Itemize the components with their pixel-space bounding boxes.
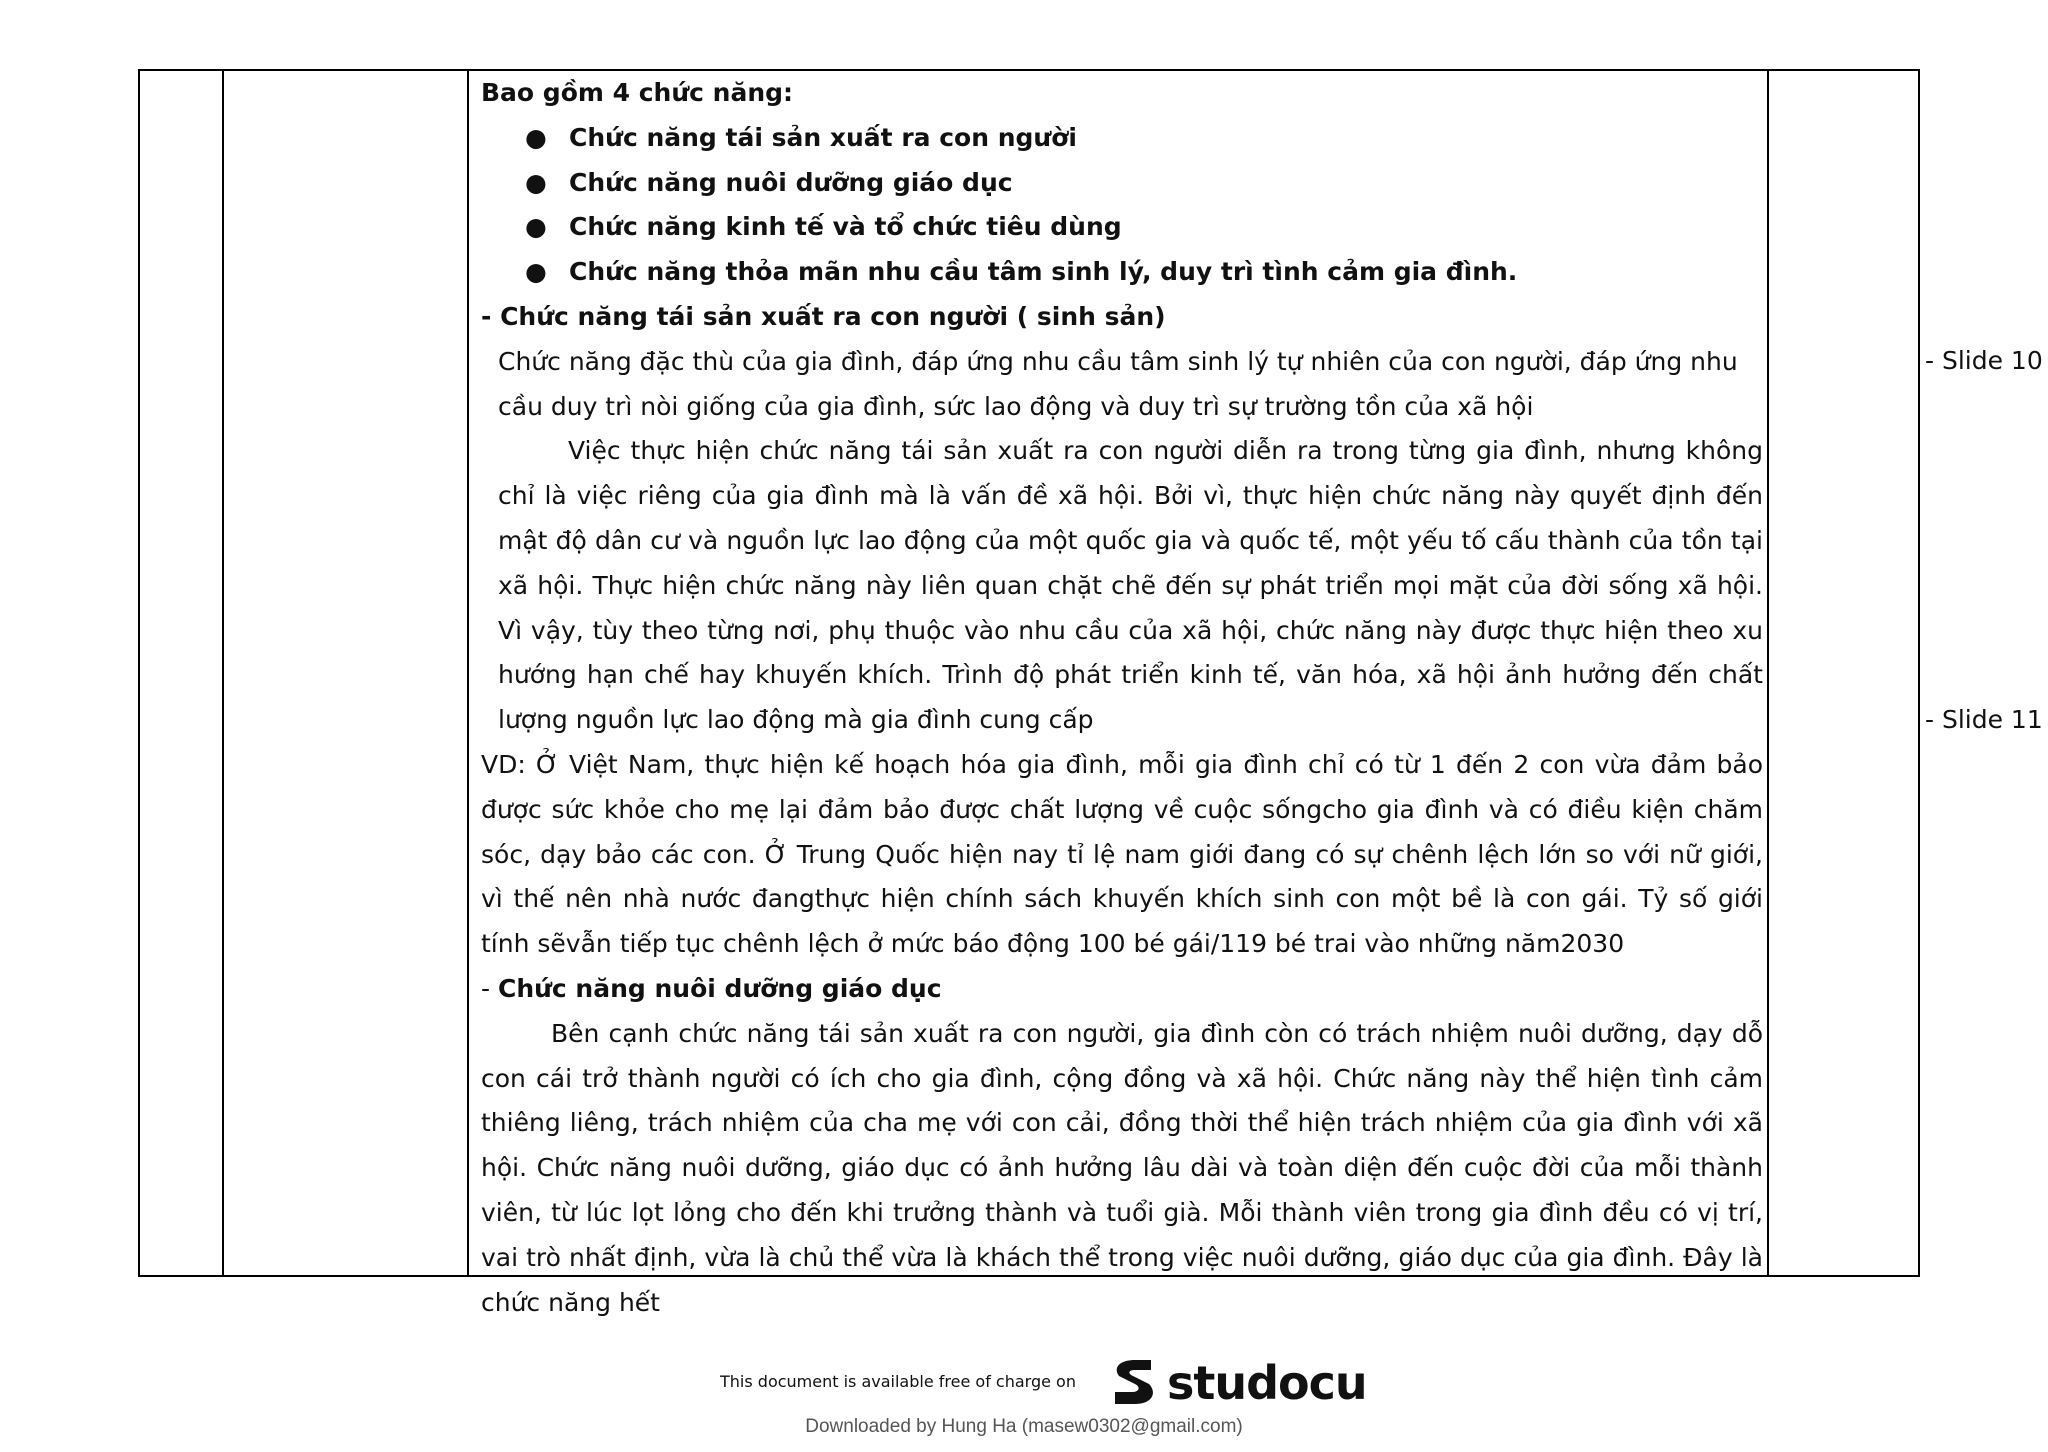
list-item: ● Chức năng nuôi dưỡng giáo dục bbox=[481, 161, 1763, 206]
list-item: ● Chức năng kinh tế và tổ chức tiêu dùng bbox=[481, 205, 1763, 250]
bullet-icon: ● bbox=[525, 212, 547, 242]
example-paragraph: VD: Ở Việt Nam, thực hiện kế hoạch hóa gia đình, mỗi gia đình chỉ có từ 1 đến 2 con vừa đảm bảo được sức khỏe cho mẹ lại đảm bảo được chất lượng về cuộc sốngcho gia đình và có điều kiện chăm sóc, dạy bảo các con. Ở Trung Quốc hiện nay tỉ lệ nam giới đang có sự chênh lệch lớn so với nữ giới, vì thế nên nhà nước đangthực hiện chính sách khuyến khích sinh con một bề là con gái. Tỷ số giới tính sẽvẫn tiếp tục chênh lệch ở mức báo động 100 bé gái/119 bé trai vào những năm2030 bbox=[481, 749, 1763, 959]
brand-name: studocu bbox=[1167, 1356, 1367, 1410]
bullet-icon: ● bbox=[525, 122, 547, 152]
document-table bbox=[138, 69, 2043, 1317]
studocu-logo[interactable] bbox=[1105, 1352, 1367, 1414]
slide-reference: - Slide 10 bbox=[1925, 346, 2043, 375]
downloaded-by-text: Downloaded by Hung Ha (masew0302@gmail.com) bbox=[805, 1416, 1243, 1437]
footer bbox=[0, 1352, 2048, 1452]
function-list bbox=[481, 116, 1763, 295]
bullet-icon: ● bbox=[525, 167, 547, 197]
bullet-icon: ● bbox=[525, 257, 547, 287]
studocu-icon bbox=[1105, 1354, 1163, 1412]
intro-text: Bao gồm 4 chức năng: bbox=[481, 78, 794, 107]
content-cell bbox=[481, 71, 1763, 1325]
list-item: ● Chức năng thỏa mãn nhu cầu tâm sinh lý, duy trì tình cảm gia đình. bbox=[481, 250, 1763, 295]
paragraph: Việc thực hiện chức năng tái sản xuất ra con người diễn ra trong từng gia đình, nhưng không chỉ là việc riêng của gia đình mà là vấn đề xã hội. Bởi vì, thực hiện chức năng này quyết định đến mật độ dân cư và nguồn lực lao động của một quốc gia và quốc tế, một yếu tố cấu thành của tồn tại xã hội. Thực hiện chức năng này liên quan chặt chẽ đến sự phát triển mọi mặt của đời sống xã hội. Vì vậy, tùy theo từng nơi, phụ thuộc vào nhu cầu của xã hội, chức năng này được thực hiện theo xu hướng hạn chế hay khuyến khích. Trình độ phát triển kinh tế, văn hóa, xã hội ảnh hưởng đến chất lượng nguồn lực lao động mà gia đình cung cấp bbox=[498, 436, 1763, 735]
paragraph: Chức năng đặc thù của gia đình, đáp ứng nhu cầu tâm sinh lý tự nhiên của con người, đáp ứng nhu cầu duy trì nòi giống của gia đình, sức lao động và duy trì sự trường tồn của xã hội bbox=[498, 346, 1738, 421]
slide-reference: - Slide 11 bbox=[1925, 705, 2043, 734]
column-divider bbox=[222, 71, 224, 1275]
section-heading: - Chức năng nuôi dưỡng giáo dục bbox=[481, 973, 942, 1003]
column-divider bbox=[1767, 71, 1769, 1275]
paragraph: Bên cạnh chức năng tái sản xuất ra con người, gia đình còn có trách nhiệm nuôi dưỡng, dạy dỗ con cái trở thành người có ích cho gia đình, cộng đồng và xã hội. Chức năng này thể hiện tình cảm thiêng liêng, trách nhiệm của cha mẹ với con cải, đồng thời thể hiện trách nhiệm của gia đình với xã hội. Chức năng nuôi dưỡng, giáo dục có ảnh hưởng lâu dài và toàn diện đến cuộc đời của mỗi thành viên, từ lúc lọt lỏng cho đến khi trưởng thành và tuổi già. Mỗi thành viên trong gia đình đều có vị trí, vai trò nhất định, vừa là chủ thể vừa là khách thể trong việc nuôi dưỡng, giáo dục của gia đình. Đây là chức năng hết bbox=[481, 1018, 1763, 1317]
section-heading: - Chức năng tái sản xuất ra con người ( sinh sản) bbox=[481, 301, 1166, 331]
column-divider bbox=[467, 71, 469, 1275]
list-item: ● Chức năng tái sản xuất ra con người bbox=[481, 116, 1763, 161]
availability-text: This document is available free of charge on bbox=[720, 1372, 1076, 1391]
